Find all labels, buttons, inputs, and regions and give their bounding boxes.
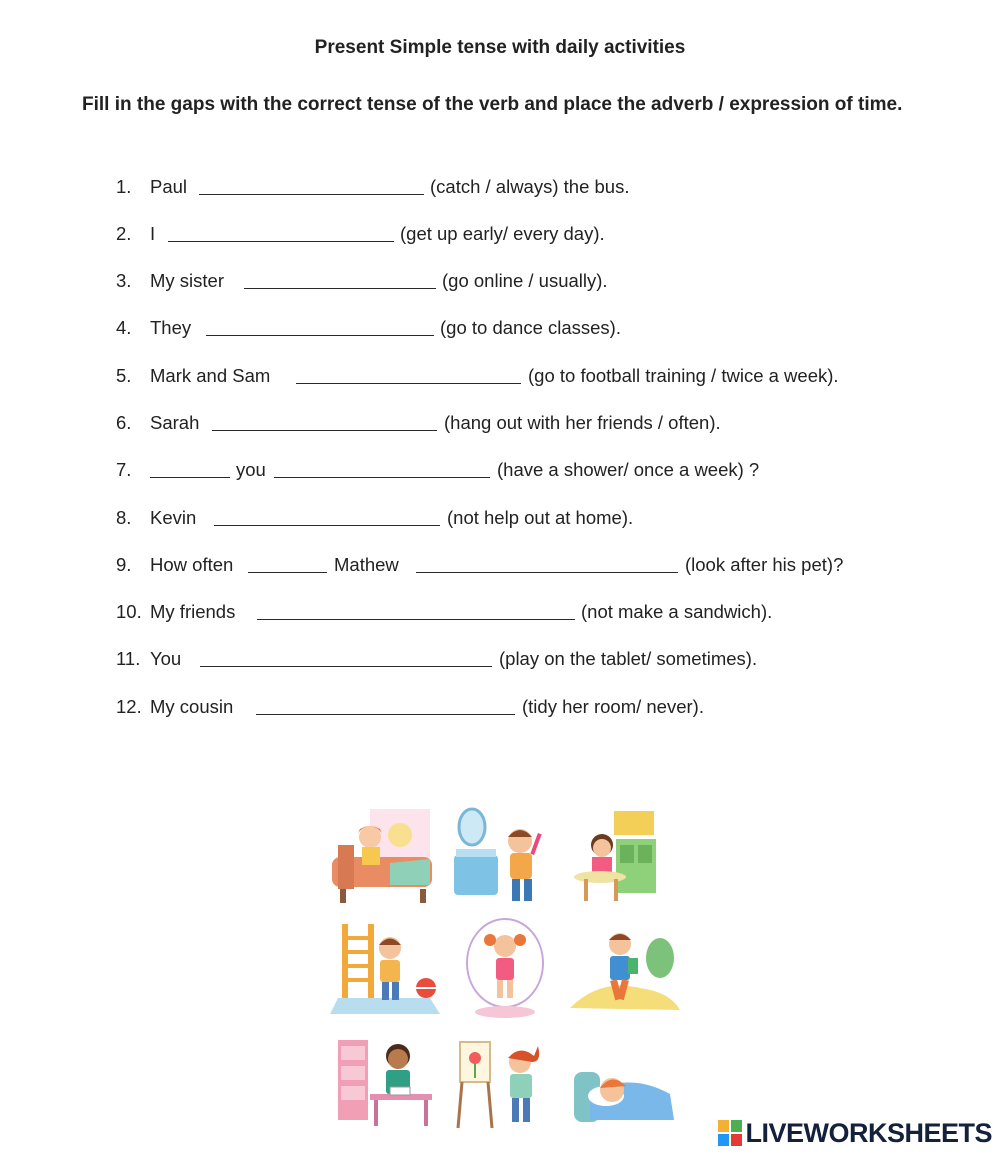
boy-brushing-teeth-illustration <box>450 805 560 910</box>
question-subject: They <box>150 317 192 338</box>
answer-blank[interactable] <box>296 383 521 384</box>
logo-text: LIVEWORKSHEETS <box>745 1117 992 1148</box>
boy-walking-to-school-illustration <box>570 918 680 1023</box>
girl-painting-illustration <box>450 1032 560 1137</box>
question-number: 11. <box>116 648 141 669</box>
answer-blank[interactable] <box>274 477 490 478</box>
question-number: 6. <box>116 412 132 433</box>
question-number: 12. <box>116 696 142 717</box>
question-subject: Mark and Sam <box>150 365 271 386</box>
boy-exercising-illustration <box>330 918 440 1023</box>
answer-blank[interactable] <box>248 572 327 573</box>
worksheet-title: Present Simple tense with daily activities <box>314 37 686 58</box>
question-subject: My friends <box>150 601 236 622</box>
question-hint: (not help out at home). <box>447 507 634 528</box>
question-subject: I <box>150 223 156 244</box>
question-hint: (go to dance classes). <box>440 317 621 338</box>
question-subject: Kevin <box>150 507 197 528</box>
question-hint: (tidy her room/ never). <box>522 696 704 717</box>
question-number: 10. <box>116 601 142 622</box>
answer-blank[interactable] <box>212 430 437 431</box>
instructions: Fill in the gaps with the correct tense of the verb and place the adverb / expression of time. <box>82 94 903 115</box>
answer-blank[interactable] <box>244 288 436 289</box>
question-hint: (catch / always) the bus. <box>430 176 630 197</box>
question-number: 9. <box>116 554 132 575</box>
answer-blank[interactable] <box>256 714 515 715</box>
answer-blank[interactable] <box>200 666 492 667</box>
question-number: 2. <box>116 223 132 244</box>
answer-blank[interactable] <box>257 619 575 620</box>
girl-waking-up-illustration <box>330 805 440 910</box>
question-number: 4. <box>116 317 132 338</box>
question-hint: (go to football training / twice a week). <box>528 365 839 386</box>
child-sleeping-illustration <box>570 1032 680 1137</box>
question-subject: My cousin <box>150 696 234 717</box>
answer-blank[interactable] <box>416 572 678 573</box>
girl-eating-illustration <box>570 805 680 910</box>
question-number: 5. <box>116 365 132 386</box>
liveworksheets-logo-icon <box>718 1120 742 1146</box>
answer-blank[interactable] <box>206 335 434 336</box>
question-hint: (go online / usually). <box>442 270 608 291</box>
question-number: 3. <box>116 270 132 291</box>
question-hint: (look after his pet)? <box>685 554 844 575</box>
boy-doing-homework-illustration <box>330 1032 440 1137</box>
answer-blank[interactable] <box>168 241 394 242</box>
illustrations-grid <box>330 800 680 1130</box>
question-number: 7. <box>116 459 132 480</box>
liveworksheets-logo[interactable] <box>718 1118 992 1148</box>
question-number: 8. <box>116 507 132 528</box>
question-hint: (have a shower/ once a week) ? <box>497 459 760 480</box>
question-hint: (hang out with her friends / often). <box>444 412 721 433</box>
question-subject: You <box>150 648 182 669</box>
answer-blank[interactable] <box>150 477 230 478</box>
answer-blank[interactable] <box>199 194 424 195</box>
question-subject: Sarah <box>150 412 200 433</box>
question-subject: Paul <box>150 176 188 197</box>
question-hint: (play on the tablet/ sometimes). <box>499 648 758 669</box>
question-hint: (not make a sandwich). <box>581 601 773 622</box>
answer-blank[interactable] <box>214 525 440 526</box>
question-middle: you <box>236 459 266 480</box>
question-middle: Mathew <box>334 554 399 575</box>
question-hint: (get up early/ every day). <box>400 223 605 244</box>
girl-skipping-rope-illustration <box>450 918 560 1023</box>
question-number: 1. <box>116 176 132 197</box>
question-subject: How often <box>150 554 234 575</box>
question-subject: My sister <box>150 270 224 291</box>
